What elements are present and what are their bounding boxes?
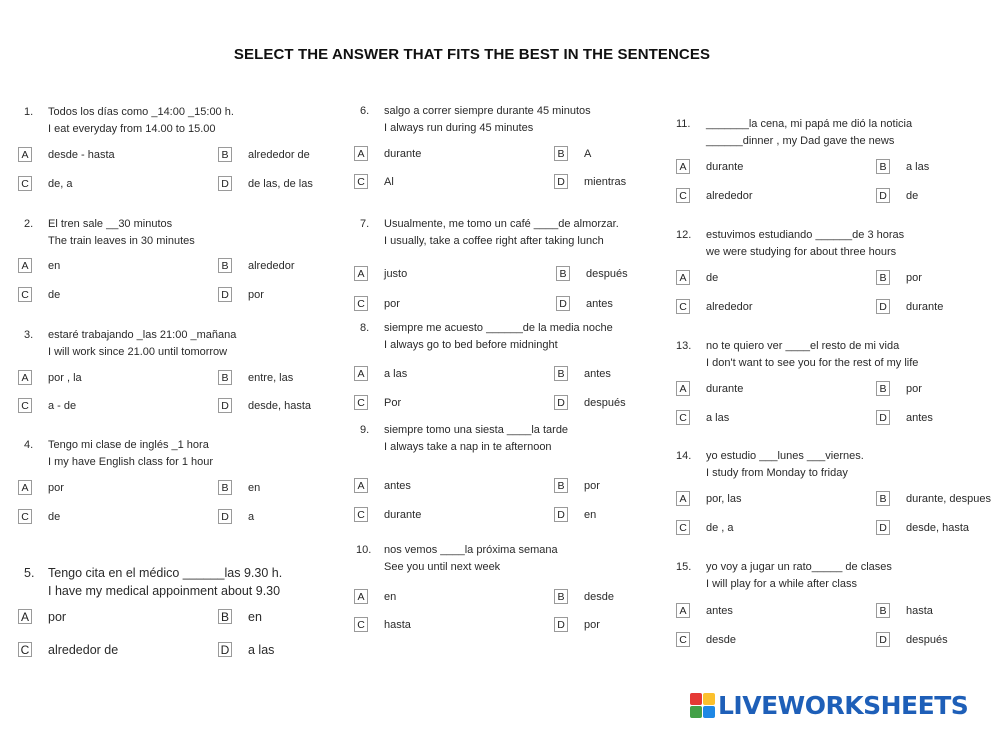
option-b[interactable] [554, 366, 611, 381]
option-b[interactable] [876, 270, 922, 285]
option-letter-box[interactable]: B [554, 589, 568, 604]
option-letter-box[interactable]: B [554, 146, 568, 161]
option-letter-box[interactable]: C [354, 395, 368, 410]
option-text[interactable]: por, las [706, 492, 742, 505]
question-text-spanish: siempre me acuesto ______de la media noche [384, 322, 613, 334]
option-a[interactable] [676, 603, 733, 618]
question-number: 10. [356, 544, 372, 556]
option-d[interactable] [554, 617, 600, 632]
question-number: 5. [24, 566, 35, 580]
option-letter-box[interactable]: C [676, 632, 690, 647]
option-d[interactable] [876, 520, 969, 535]
option-b[interactable] [218, 147, 310, 162]
option-b[interactable] [218, 370, 293, 385]
option-text[interactable]: de [906, 189, 919, 202]
option-d[interactable] [218, 176, 313, 191]
option-c[interactable] [18, 642, 118, 657]
option-text[interactable]: de las, de las [248, 177, 313, 190]
option-letter-box[interactable]: B [218, 609, 232, 624]
option-text[interactable]: antes [586, 297, 613, 310]
question-text-english: The train leaves in 30 minutes [48, 235, 195, 247]
option-c[interactable] [18, 509, 60, 524]
question-number: 7. [360, 218, 370, 230]
option-b[interactable] [218, 258, 294, 273]
option-text[interactable]: alrededor [248, 259, 295, 272]
option-letter-box[interactable]: D [218, 398, 232, 413]
option-text[interactable]: antes [584, 367, 611, 380]
question-text-spanish: estuvimos estudiando ______de 3 horas [706, 229, 905, 241]
option-d[interactable] [218, 642, 274, 657]
option-letter-box[interactable]: A [354, 266, 368, 281]
option-text[interactable]: a [248, 510, 255, 523]
question-text-spanish: yo estudio ___lunes ___viernes. [706, 450, 864, 462]
option-text[interactable]: por [248, 288, 264, 301]
option-text[interactable]: de [48, 288, 61, 301]
option-b[interactable] [218, 480, 260, 495]
question-text-spanish: estaré trabajando _las 21:00 _mañana [48, 329, 237, 341]
option-text[interactable]: por [906, 382, 922, 395]
option-a[interactable] [354, 366, 407, 381]
question-text-english: I always go to bed before midninght [384, 339, 558, 351]
option-c[interactable] [676, 299, 752, 314]
option-text[interactable]: mientras [584, 175, 627, 188]
option-a[interactable] [18, 147, 115, 162]
option-d[interactable] [218, 509, 254, 524]
question-text-english: I will play for a while after class [706, 578, 857, 590]
question-text-spanish: Todos los días como _14:00 _15:00 h. [48, 106, 234, 118]
option-text[interactable]: durante [384, 508, 422, 521]
option-letter-box[interactable]: D [554, 174, 568, 189]
option-letter-box[interactable]: B [218, 370, 232, 385]
option-c[interactable] [354, 395, 401, 410]
option-letter-box[interactable]: C [676, 520, 690, 535]
option-c[interactable] [676, 632, 736, 647]
option-letter-box[interactable]: C [354, 617, 368, 632]
option-letter-box[interactable]: A [18, 480, 32, 495]
option-text[interactable]: de , a [706, 521, 734, 534]
option-letter-box[interactable]: A [354, 589, 368, 604]
option-d[interactable] [556, 296, 613, 311]
option-d[interactable] [876, 632, 948, 647]
option-d[interactable] [554, 507, 596, 522]
option-letter-box[interactable]: A [676, 491, 690, 506]
question-number: 13. [676, 340, 692, 352]
question-text-spanish: _______la cena, mi papá me dió la noticia [706, 118, 913, 130]
option-d[interactable] [218, 287, 264, 302]
option-letter-box[interactable]: C [676, 410, 690, 425]
option-letter-box[interactable]: C [676, 299, 690, 314]
option-text[interactable]: por [906, 271, 922, 284]
option-b[interactable] [876, 159, 929, 174]
option-letter-box[interactable]: B [554, 478, 568, 493]
question-number: 11. [676, 118, 691, 130]
option-text[interactable]: desde [584, 590, 614, 603]
question-text-spanish: nos vemos ____la próxima semana [384, 544, 558, 556]
question-text-spanish: no te quiero ver ____el resto de mi vida [706, 340, 900, 352]
question-text-english: I have my medical appoinment about 9.30 [48, 584, 281, 598]
option-a[interactable] [354, 146, 421, 161]
option-text[interactable]: a - de [48, 399, 77, 412]
question-text-spanish: El tren sale __30 minutos [48, 218, 173, 230]
option-letter-box[interactable]: C [18, 176, 32, 191]
option-c[interactable] [18, 176, 72, 191]
option-a[interactable] [18, 370, 82, 385]
option-letter-box[interactable]: C [676, 188, 690, 203]
option-b[interactable] [876, 381, 922, 396]
option-c[interactable] [676, 410, 729, 425]
option-d[interactable] [876, 410, 933, 425]
option-a[interactable] [676, 381, 743, 396]
option-a[interactable] [354, 589, 396, 604]
option-text[interactable]: alrededor de [48, 642, 119, 657]
option-letter-box[interactable]: A [18, 147, 32, 162]
option-text[interactable]: a las [706, 411, 730, 424]
option-d[interactable] [876, 188, 918, 203]
option-letter-box[interactable]: C [354, 174, 368, 189]
option-letter-box[interactable]: A [676, 603, 690, 618]
question-text-spanish: salgo a correr siempre durante 45 minutos [384, 105, 591, 117]
question-text-english: I my have English class for 1 hour [48, 456, 214, 468]
option-c[interactable] [676, 520, 734, 535]
option-text[interactable]: después [906, 633, 948, 646]
option-text[interactable]: Al [384, 175, 394, 188]
option-text[interactable]: por [584, 479, 600, 492]
question-text-english: we were studying for about three hours [706, 246, 897, 258]
option-c[interactable] [676, 188, 752, 203]
question-text-spanish: yo voy a jugar un rato_____ de clases [706, 561, 892, 573]
option-letter-box[interactable]: A [18, 370, 32, 385]
option-c[interactable] [18, 398, 76, 413]
option-a[interactable] [18, 480, 64, 495]
option-d[interactable] [554, 174, 626, 189]
logo-blocks-icon [690, 693, 716, 719]
option-letter-box[interactable]: D [876, 188, 890, 203]
option-letter-box[interactable]: A [354, 478, 368, 493]
option-text[interactable]: desde, hasta [248, 399, 311, 412]
question-number: 4. [24, 439, 34, 451]
option-text[interactable]: después [584, 396, 626, 409]
question-text-spanish: Tengo mi clase de inglés _1 hora [48, 439, 209, 451]
option-letter-box[interactable]: D [218, 287, 232, 302]
option-b[interactable] [556, 266, 628, 281]
option-letter-box[interactable]: C [18, 642, 32, 657]
option-a[interactable] [354, 266, 407, 281]
option-d[interactable] [876, 299, 943, 314]
option-letter-box[interactable]: D [554, 617, 568, 632]
option-text[interactable]: por , la [48, 371, 82, 384]
option-text[interactable]: de [706, 271, 719, 284]
option-text[interactable]: en [48, 259, 61, 272]
option-letter-box[interactable]: B [554, 366, 568, 381]
option-text[interactable]: en [384, 590, 397, 603]
option-letter-box[interactable]: D [218, 642, 232, 657]
option-a[interactable] [676, 270, 718, 285]
option-b[interactable] [554, 478, 600, 493]
option-text[interactable]: a las [248, 642, 275, 657]
option-letter-box[interactable]: C [18, 398, 32, 413]
option-b[interactable] [876, 603, 933, 618]
option-c[interactable] [354, 617, 411, 632]
option-letter-box[interactable]: A [18, 609, 32, 624]
option-text[interactable]: durante [906, 300, 944, 313]
option-letter-box[interactable]: A [676, 270, 690, 285]
question-text-english: I will work since 21.00 until tomorrow [48, 346, 228, 358]
option-letter-box[interactable]: D [218, 176, 232, 191]
question-text-english: See you until next week [384, 561, 501, 573]
page-title: SELECT THE ANSWER THAT FITS THE BEST IN THE SENTENCES [233, 46, 711, 63]
option-b[interactable] [218, 609, 262, 624]
option-letter-box[interactable]: B [876, 603, 890, 618]
option-letter-box[interactable]: C [354, 296, 368, 311]
option-text[interactable]: Por [384, 396, 402, 409]
option-letter-box[interactable]: B [876, 381, 890, 396]
option-text[interactable]: a las [384, 367, 408, 380]
option-text[interactable]: entre, las [248, 371, 294, 384]
question-text-english: I eat everyday from 14.00 to 15.00 [48, 123, 216, 135]
option-letter-box[interactable]: B [876, 270, 890, 285]
option-c[interactable] [354, 174, 394, 189]
option-text[interactable]: antes [384, 479, 411, 492]
question-number: 3. [24, 329, 34, 341]
option-letter-box[interactable]: A [354, 146, 368, 161]
option-text[interactable]: en [584, 508, 597, 521]
option-text[interactable]: por [48, 609, 67, 624]
question-text-english: ______dinner , my Dad gave the news [706, 135, 895, 147]
option-letter-box[interactable]: A [676, 381, 690, 396]
question-text-english: I always run during 45 minutes [384, 122, 534, 134]
option-letter-box[interactable]: B [218, 480, 232, 495]
option-text[interactable]: de, a [48, 177, 73, 190]
option-c[interactable] [18, 287, 60, 302]
option-b[interactable] [554, 589, 614, 604]
option-text[interactable]: a las [906, 160, 930, 173]
question-number: 14. [676, 450, 692, 462]
question-number: 12. [676, 229, 692, 241]
liveworksheets-logo [690, 690, 968, 722]
option-letter-box[interactable]: B [556, 266, 570, 281]
option-a[interactable] [676, 491, 741, 506]
option-letter-box[interactable]: D [876, 410, 890, 425]
option-text[interactable]: de [48, 510, 61, 523]
option-d[interactable] [554, 395, 626, 410]
option-c[interactable] [354, 507, 421, 522]
option-letter-box[interactable]: D [876, 520, 890, 535]
option-letter-box[interactable]: D [554, 395, 568, 410]
option-text[interactable]: durante [706, 382, 744, 395]
option-text[interactable]: en [248, 481, 261, 494]
question-number: 2. [24, 218, 34, 230]
option-letter-box[interactable]: A [676, 159, 690, 174]
option-a[interactable] [676, 159, 743, 174]
option-text[interactable]: alrededor [706, 300, 753, 313]
option-letter-box[interactable]: D [876, 299, 890, 314]
option-text[interactable]: después [586, 267, 628, 280]
option-a[interactable] [354, 478, 411, 493]
option-letter-box[interactable]: D [554, 507, 568, 522]
option-letter-box[interactable]: D [556, 296, 570, 311]
logo-text: LIVEWORKSHEETS [718, 691, 969, 720]
option-text[interactable]: durante [706, 160, 744, 173]
option-text[interactable]: justo [384, 267, 408, 280]
question-number: 15. [676, 561, 692, 573]
question-text-spanish: Usualmente, me tomo un café ____de almorzar. [384, 218, 619, 230]
option-text[interactable]: desde - hasta [48, 148, 115, 161]
option-text[interactable]: durante, despues [906, 492, 992, 505]
option-letter-box[interactable]: A [18, 258, 32, 273]
option-letter-box[interactable]: B [218, 147, 232, 162]
option-letter-box[interactable]: C [354, 507, 368, 522]
question-text-english: I always take a nap in te afternoon [384, 441, 552, 453]
question-text-english: I usually, take a coffee right after taking lunch [384, 235, 604, 247]
option-a[interactable] [18, 258, 60, 273]
option-c[interactable] [354, 296, 400, 311]
question-text-spanish: siempre tomo una siesta ____la tarde [384, 424, 569, 436]
option-text[interactable]: antes [906, 411, 933, 424]
option-b[interactable] [554, 146, 591, 161]
option-text[interactable]: alrededor de [248, 148, 310, 161]
option-text[interactable]: por [584, 618, 600, 631]
option-text[interactable]: A [584, 147, 592, 160]
option-text[interactable]: en [248, 609, 262, 624]
option-text[interactable]: alrededor [706, 189, 753, 202]
question-number: 1. [24, 106, 34, 118]
option-text[interactable]: desde, hasta [906, 521, 969, 534]
option-text[interactable]: durante [384, 147, 422, 160]
option-letter-box[interactable]: D [218, 509, 232, 524]
option-text[interactable]: por [384, 297, 400, 310]
option-letter-box[interactable]: C [18, 287, 32, 302]
option-d[interactable] [218, 398, 311, 413]
option-a[interactable] [18, 609, 66, 624]
question-number: 6. [360, 105, 370, 117]
option-letter-box[interactable]: A [354, 366, 368, 381]
option-text[interactable]: antes [706, 604, 733, 617]
option-letter-box[interactable]: B [876, 159, 890, 174]
option-letter-box[interactable]: C [18, 509, 32, 524]
option-letter-box[interactable]: D [876, 632, 890, 647]
question-number: 8. [360, 322, 370, 334]
option-b[interactable] [876, 491, 991, 506]
question-number: 9. [360, 424, 370, 436]
option-letter-box[interactable]: B [876, 491, 890, 506]
option-text[interactable]: por [48, 481, 64, 494]
option-text[interactable]: hasta [906, 604, 933, 617]
question-text-spanish: Tengo cita en el médico ______las 9.30 h. [48, 566, 283, 580]
option-text[interactable]: hasta [384, 618, 411, 631]
question-text-english: I study from Monday to friday [706, 467, 848, 479]
option-text[interactable]: desde [706, 633, 736, 646]
question-text-english: I don't want to see you for the rest of my life [706, 357, 919, 369]
option-letter-box[interactable]: B [218, 258, 232, 273]
